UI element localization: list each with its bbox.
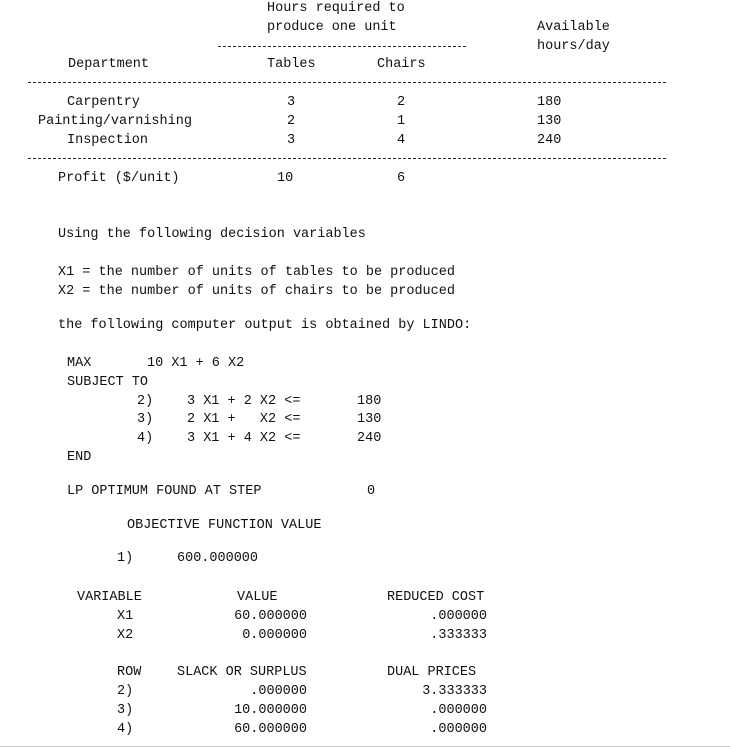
constraint-rhs: 180	[357, 394, 382, 409]
max-keyword: MAX	[67, 356, 92, 371]
chairs-hours: 1	[397, 114, 406, 129]
reduced-cost-header: REDUCED COST	[387, 590, 485, 605]
constraint-expression: 3 X1 + 4 X2 <=	[187, 431, 301, 446]
chairs-column-header: Chairs	[377, 57, 426, 72]
variable-value: 0.000000	[242, 628, 307, 643]
chairs-hours: 4	[397, 133, 406, 148]
objective-expression: 10 X1 + 6 X2	[147, 356, 245, 371]
dual-price-value: .000000	[430, 722, 487, 737]
x2-definition: X2 = the number of units of chairs to be produced	[58, 284, 455, 299]
department-name: Inspection	[67, 133, 149, 148]
hours-header-line2: produce one unit	[267, 20, 397, 35]
available-hours: 180	[537, 95, 562, 110]
department-name: Painting/varnishing	[38, 114, 192, 129]
available-header-line2: hours/day	[537, 39, 610, 54]
department-column-header: Department	[68, 57, 150, 72]
department-name: Carpentry	[67, 95, 140, 110]
slack-value: 10.000000	[234, 703, 307, 718]
constraint-row-label: 4)	[137, 431, 154, 446]
constraint-row-label: 3)	[137, 412, 154, 427]
available-hours: 240	[537, 133, 562, 148]
slack-value: 60.000000	[234, 722, 307, 737]
chairs-hours: 2	[397, 95, 406, 110]
dual-price-value: .000000	[430, 703, 487, 718]
table-bottom-divider	[28, 158, 666, 159]
slack-header: SLACK OR SURPLUS	[177, 665, 307, 680]
row-label: 4)	[117, 722, 134, 737]
lindo-intro-text: the following computer output is obtained by LINDO:	[58, 318, 472, 333]
constraint-expression: 2 X1 + X2 <=	[187, 412, 301, 427]
subject-to-keyword: SUBJECT TO	[67, 375, 149, 390]
row-label: 2)	[117, 684, 134, 699]
optimum-step: 0	[367, 484, 376, 499]
constraint-row-label: 2)	[137, 394, 154, 409]
variable-value: 60.000000	[234, 609, 307, 624]
profit-tables: 10	[277, 171, 294, 186]
objective-row: 1)	[117, 551, 134, 566]
row-label: 3)	[117, 703, 134, 718]
constraint-rhs: 240	[357, 431, 382, 446]
page-bottom-edge	[0, 746, 730, 747]
x1-definition: X1 = the number of units of tables to be produced	[58, 265, 455, 280]
variable-name: X2	[117, 628, 134, 643]
variable-reduced-cost: .333333	[430, 628, 487, 643]
optimum-label: LP OPTIMUM FOUND AT STEP	[67, 484, 262, 499]
slack-value: .000000	[250, 684, 307, 699]
constraint-rhs: 130	[357, 412, 382, 427]
hours-underline	[218, 46, 466, 47]
hours-header-line1: Hours required to	[267, 1, 405, 16]
dual-prices-header: DUAL PRICES	[387, 665, 477, 680]
variable-reduced-cost: .000000	[430, 609, 487, 624]
row-header: ROW	[117, 665, 142, 680]
tables-hours: 3	[287, 95, 296, 110]
table-top-divider	[28, 82, 666, 83]
intro-text: Using the following decision variables	[58, 227, 366, 242]
profit-label: Profit ($/unit)	[58, 171, 180, 186]
variable-header: VARIABLE	[77, 590, 142, 605]
available-hours: 130	[537, 114, 562, 129]
tables-hours: 2	[287, 114, 296, 129]
objective-value: 600.000000	[177, 551, 259, 566]
end-keyword: END	[67, 450, 92, 465]
profit-chairs: 6	[397, 171, 406, 186]
tables-hours: 3	[287, 133, 296, 148]
constraint-expression: 3 X1 + 2 X2 <=	[187, 394, 301, 409]
variable-name: X1	[117, 609, 134, 624]
value-header: VALUE	[237, 590, 278, 605]
dual-price-value: 3.333333	[422, 684, 487, 699]
available-header-line1: Available	[537, 20, 610, 35]
tables-column-header: Tables	[267, 57, 316, 72]
objective-function-label: OBJECTIVE FUNCTION VALUE	[127, 518, 322, 533]
